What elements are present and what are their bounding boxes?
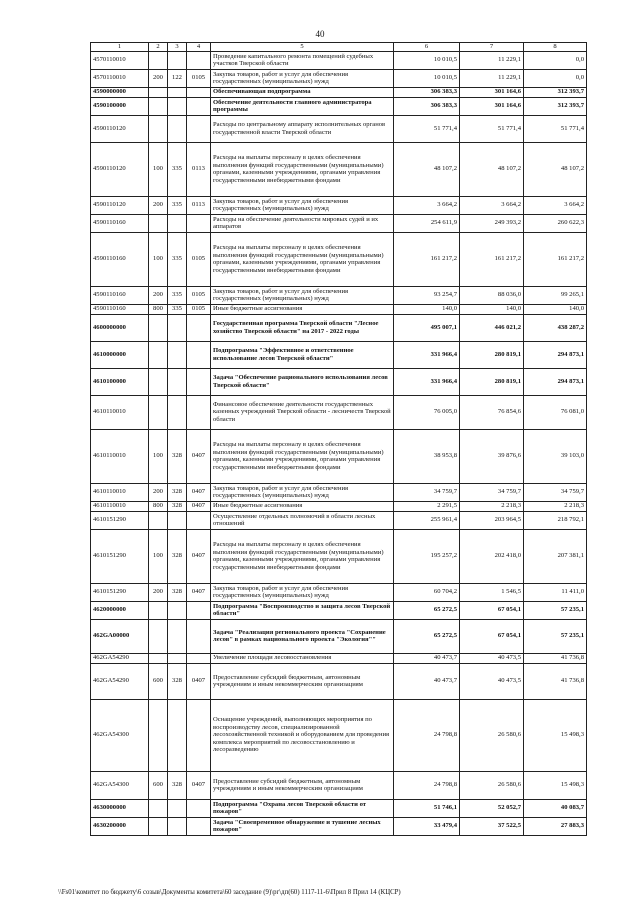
expense-type-code bbox=[149, 619, 168, 653]
amount-year-2: 280 819,1 bbox=[460, 368, 524, 395]
item-description: Увеличение площади лесовосстановления bbox=[211, 653, 394, 663]
expense-type-code bbox=[149, 97, 168, 115]
budget-code: 4620000000 bbox=[91, 601, 149, 619]
table-body bbox=[91, 51, 587, 835]
amount-year-3: 27 883,3 bbox=[524, 817, 587, 835]
expense-type-code: 100 bbox=[149, 232, 168, 286]
amount-year-2: 67 054,1 bbox=[460, 601, 524, 619]
section-code bbox=[187, 87, 211, 97]
amount-year-1: 40 473,7 bbox=[394, 653, 460, 663]
table-row bbox=[91, 429, 587, 483]
administrator-code bbox=[168, 653, 187, 663]
expense-type-code: 200 bbox=[149, 69, 168, 87]
amount-year-2: 301 164,6 bbox=[460, 97, 524, 115]
administrator-code: 335 bbox=[168, 232, 187, 286]
table-row bbox=[91, 368, 587, 395]
amount-year-1: 254 611,9 bbox=[394, 214, 460, 232]
amount-year-1: 48 107,2 bbox=[394, 142, 460, 196]
section-code: 0105 bbox=[187, 69, 211, 87]
budget-code: 462GA54300 bbox=[91, 699, 149, 771]
item-description: Расходы на обеспечение деятельности мировых судей и их аппаратов bbox=[211, 214, 394, 232]
amount-year-2: 140,0 bbox=[460, 304, 524, 314]
section-code: 0105 bbox=[187, 304, 211, 314]
amount-year-2: 48 107,2 bbox=[460, 142, 524, 196]
table-header-row bbox=[91, 43, 587, 52]
section-code bbox=[187, 51, 211, 69]
table-row bbox=[91, 395, 587, 429]
budget-code: 4610110010 bbox=[91, 483, 149, 501]
section-code: 0407 bbox=[187, 663, 211, 699]
table-row bbox=[91, 341, 587, 368]
budget-code: 4610100000 bbox=[91, 368, 149, 395]
amount-year-2: 52 052,7 bbox=[460, 799, 524, 817]
section-code bbox=[187, 511, 211, 529]
amount-year-2: 76 854,6 bbox=[460, 395, 524, 429]
section-code: 0407 bbox=[187, 429, 211, 483]
item-description: Проведение капитального ремонта помещений судебных участков Тверской области bbox=[211, 51, 394, 69]
section-code bbox=[187, 817, 211, 835]
amount-year-1: 10 010,5 bbox=[394, 69, 460, 87]
item-description: Государственная программа Тверской области "Лесное хозяйство Тверской области" на 2017 - 2022 годы bbox=[211, 314, 394, 341]
administrator-code bbox=[168, 395, 187, 429]
amount-year-2: 280 819,1 bbox=[460, 341, 524, 368]
amount-year-1: 2 291,5 bbox=[394, 501, 460, 511]
table-row bbox=[91, 314, 587, 341]
administrator-code bbox=[168, 699, 187, 771]
amount-year-1: 34 759,7 bbox=[394, 483, 460, 501]
expense-type-code: 100 bbox=[149, 142, 168, 196]
amount-year-1: 24 798,8 bbox=[394, 699, 460, 771]
amount-year-2: 39 876,6 bbox=[460, 429, 524, 483]
budget-code: 4570110010 bbox=[91, 51, 149, 69]
administrator-code: 335 bbox=[168, 196, 187, 214]
section-code: 0105 bbox=[187, 232, 211, 286]
amount-year-2: 1 546,5 bbox=[460, 583, 524, 601]
column-header: 4 bbox=[187, 43, 211, 52]
amount-year-1: 76 005,0 bbox=[394, 395, 460, 429]
column-header: 6 bbox=[394, 43, 460, 52]
table-row bbox=[91, 799, 587, 817]
section-code: 0407 bbox=[187, 771, 211, 799]
table-row bbox=[91, 115, 587, 142]
administrator-code bbox=[168, 601, 187, 619]
budget-code: 4590110120 bbox=[91, 196, 149, 214]
amount-year-1: 195 257,2 bbox=[394, 529, 460, 583]
amount-year-3: 312 393,7 bbox=[524, 97, 587, 115]
amount-year-1: 38 953,8 bbox=[394, 429, 460, 483]
expense-type-code bbox=[149, 817, 168, 835]
item-description: Осуществление отдельных полномочий в области лесных отношений bbox=[211, 511, 394, 529]
amount-year-3: 51 771,4 bbox=[524, 115, 587, 142]
amount-year-2: 161 217,2 bbox=[460, 232, 524, 286]
amount-year-3: 3 664,2 bbox=[524, 196, 587, 214]
amount-year-3: 312 393,7 bbox=[524, 87, 587, 97]
item-description: Подпрограмма "Эффективное и ответственное использование лесов Тверской области" bbox=[211, 341, 394, 368]
item-description: Обеспечивающая подпрограмма bbox=[211, 87, 394, 97]
section-code: 0407 bbox=[187, 583, 211, 601]
amount-year-2: 51 771,4 bbox=[460, 115, 524, 142]
amount-year-1: 65 272,5 bbox=[394, 601, 460, 619]
column-header: 7 bbox=[460, 43, 524, 52]
section-code bbox=[187, 341, 211, 368]
amount-year-2: 249 393,2 bbox=[460, 214, 524, 232]
administrator-code bbox=[168, 368, 187, 395]
amount-year-2: 3 664,2 bbox=[460, 196, 524, 214]
amount-year-2: 88 036,0 bbox=[460, 286, 524, 304]
section-code: 0407 bbox=[187, 501, 211, 511]
table-row bbox=[91, 511, 587, 529]
amount-year-1: 331 966,4 bbox=[394, 368, 460, 395]
budget-table bbox=[90, 42, 587, 836]
amount-year-3: 294 873,1 bbox=[524, 341, 587, 368]
administrator-code bbox=[168, 314, 187, 341]
section-code bbox=[187, 653, 211, 663]
expense-type-code: 200 bbox=[149, 196, 168, 214]
budget-code: 4610110010 bbox=[91, 395, 149, 429]
amount-year-2: 40 473,5 bbox=[460, 653, 524, 663]
amount-year-3: 140,0 bbox=[524, 304, 587, 314]
budget-code: 4600000000 bbox=[91, 314, 149, 341]
amount-year-2: 446 021,2 bbox=[460, 314, 524, 341]
budget-code: 462GA00000 bbox=[91, 619, 149, 653]
administrator-code bbox=[168, 214, 187, 232]
amount-year-3: 57 235,1 bbox=[524, 619, 587, 653]
item-description: Расходы на выплаты персоналу в целях обеспечения выполнения функций государственными (муниципальными) органами, казенными учреждениями, органами управления государственными внебюджетными фондами bbox=[211, 142, 394, 196]
section-code bbox=[187, 619, 211, 653]
item-description: Закупка товаров, работ и услуг для обеспечения государственных (муниципальных) нужд bbox=[211, 69, 394, 87]
expense-type-code bbox=[149, 395, 168, 429]
amount-year-2: 37 522,5 bbox=[460, 817, 524, 835]
table-row bbox=[91, 601, 587, 619]
budget-code: 4590110120 bbox=[91, 115, 149, 142]
expense-type-code bbox=[149, 214, 168, 232]
section-code bbox=[187, 314, 211, 341]
amount-year-3: 207 381,1 bbox=[524, 529, 587, 583]
table-row bbox=[91, 529, 587, 583]
item-description: Задача "Своевременное обнаружение и тушение лесных пожаров" bbox=[211, 817, 394, 835]
amount-year-3: 34 759,7 bbox=[524, 483, 587, 501]
amount-year-1: 51 771,4 bbox=[394, 115, 460, 142]
item-description: Иные бюджетные ассигнования bbox=[211, 501, 394, 511]
table-row bbox=[91, 51, 587, 69]
section-code bbox=[187, 601, 211, 619]
amount-year-3: 41 736,8 bbox=[524, 653, 587, 663]
budget-code: 4590110160 bbox=[91, 286, 149, 304]
amount-year-1: 60 704,2 bbox=[394, 583, 460, 601]
table-row bbox=[91, 286, 587, 304]
table-row bbox=[91, 142, 587, 196]
amount-year-3: 76 081,0 bbox=[524, 395, 587, 429]
budget-code: 462GA54290 bbox=[91, 663, 149, 699]
amount-year-1: 40 473,7 bbox=[394, 663, 460, 699]
budget-code: 4610000000 bbox=[91, 341, 149, 368]
footer-file-path: \\Fs01\комитет по бюджету\6 созыв\Документы комитета\60 заседание (9)\рг\дп(60) 1117-11-6\Прил 8 Прил 14 (КЦСР) bbox=[58, 889, 401, 896]
amount-year-1: 51 746,1 bbox=[394, 799, 460, 817]
administrator-code: 328 bbox=[168, 583, 187, 601]
column-header: 3 bbox=[168, 43, 187, 52]
administrator-code: 328 bbox=[168, 501, 187, 511]
table-row bbox=[91, 583, 587, 601]
column-header: 1 bbox=[91, 43, 149, 52]
table-row bbox=[91, 232, 587, 286]
amount-year-3: 41 736,8 bbox=[524, 663, 587, 699]
amount-year-3: 218 792,1 bbox=[524, 511, 587, 529]
item-description: Закупка товаров, работ и услуг для обеспечения государственных (муниципальных) нужд bbox=[211, 196, 394, 214]
column-header: 8 bbox=[524, 43, 587, 52]
administrator-code bbox=[168, 817, 187, 835]
item-description: Расходы по центральному аппарату исполнительных органов государственной власти Тверской области bbox=[211, 115, 394, 142]
amount-year-3: 260 622,3 bbox=[524, 214, 587, 232]
amount-year-3: 99 265,1 bbox=[524, 286, 587, 304]
amount-year-3: 11 411,0 bbox=[524, 583, 587, 601]
expense-type-code bbox=[149, 601, 168, 619]
amount-year-1: 331 966,4 bbox=[394, 341, 460, 368]
budget-code: 4610110010 bbox=[91, 429, 149, 483]
section-code bbox=[187, 97, 211, 115]
amount-year-1: 24 798,8 bbox=[394, 771, 460, 799]
expense-type-code: 800 bbox=[149, 501, 168, 511]
table-row bbox=[91, 196, 587, 214]
amount-year-3: 294 873,1 bbox=[524, 368, 587, 395]
expense-type-code bbox=[149, 511, 168, 529]
administrator-code bbox=[168, 799, 187, 817]
amount-year-1: 306 383,3 bbox=[394, 87, 460, 97]
section-code: 0105 bbox=[187, 286, 211, 304]
amount-year-2: 203 964,5 bbox=[460, 511, 524, 529]
amount-year-1: 65 272,5 bbox=[394, 619, 460, 653]
amount-year-3: 15 498,3 bbox=[524, 699, 587, 771]
section-code bbox=[187, 115, 211, 142]
budget-code: 4630200000 bbox=[91, 817, 149, 835]
amount-year-2: 11 229,1 bbox=[460, 51, 524, 69]
amount-year-2: 2 218,3 bbox=[460, 501, 524, 511]
expense-type-code bbox=[149, 368, 168, 395]
section-code bbox=[187, 368, 211, 395]
expense-type-code bbox=[149, 314, 168, 341]
item-description: Иные бюджетные ассигнования bbox=[211, 304, 394, 314]
table-row bbox=[91, 304, 587, 314]
expense-type-code bbox=[149, 699, 168, 771]
item-description: Предоставление субсидий бюджетным, автономным учреждениям и иным некоммерческим организациям bbox=[211, 663, 394, 699]
item-description: Предоставление субсидий бюджетным, автономным учреждениям и иным некоммерческим организациям bbox=[211, 771, 394, 799]
section-code: 0407 bbox=[187, 529, 211, 583]
table-row bbox=[91, 663, 587, 699]
amount-year-2: 34 759,7 bbox=[460, 483, 524, 501]
expense-type-code: 200 bbox=[149, 286, 168, 304]
amount-year-3: 15 498,3 bbox=[524, 771, 587, 799]
item-description: Финансовое обеспечение деятельности государственных казенных учреждений Тверской области - лесничеств Тверской области bbox=[211, 395, 394, 429]
amount-year-1: 33 479,4 bbox=[394, 817, 460, 835]
item-description: Расходы на выплаты персоналу в целях обеспечения выполнения функций государственными (муниципальными) органами, казенными учреждениями, органами управления государственными внебюджетными фондами bbox=[211, 232, 394, 286]
amount-year-1: 161 217,2 bbox=[394, 232, 460, 286]
administrator-code: 328 bbox=[168, 529, 187, 583]
expense-type-code: 100 bbox=[149, 529, 168, 583]
amount-year-3: 48 107,2 bbox=[524, 142, 587, 196]
table-row bbox=[91, 97, 587, 115]
expense-type-code: 200 bbox=[149, 483, 168, 501]
expense-type-code bbox=[149, 51, 168, 69]
amount-year-2: 202 418,0 bbox=[460, 529, 524, 583]
section-code: 0113 bbox=[187, 142, 211, 196]
budget-code: 462GA54300 bbox=[91, 771, 149, 799]
budget-code: 462GA54290 bbox=[91, 653, 149, 663]
amount-year-2: 26 580,6 bbox=[460, 771, 524, 799]
amount-year-3: 161 217,2 bbox=[524, 232, 587, 286]
table-row bbox=[91, 619, 587, 653]
administrator-code bbox=[168, 619, 187, 653]
budget-code: 4610151290 bbox=[91, 511, 149, 529]
item-description: Расходы на выплаты персоналу в целях обеспечения выполнения функций государственными (муниципальными) органами, казенными учреждениями, органами управления государственными внебюджетными фондами bbox=[211, 429, 394, 483]
amount-year-3: 438 287,2 bbox=[524, 314, 587, 341]
amount-year-2: 40 473,5 bbox=[460, 663, 524, 699]
budget-code: 4610151290 bbox=[91, 583, 149, 601]
amount-year-3: 2 218,3 bbox=[524, 501, 587, 511]
administrator-code: 335 bbox=[168, 286, 187, 304]
table-row bbox=[91, 653, 587, 663]
budget-code: 4590100000 bbox=[91, 97, 149, 115]
administrator-code bbox=[168, 511, 187, 529]
budget-code: 4590110160 bbox=[91, 214, 149, 232]
table-row bbox=[91, 214, 587, 232]
expense-type-code: 600 bbox=[149, 771, 168, 799]
table-row bbox=[91, 771, 587, 799]
amount-year-2: 67 054,1 bbox=[460, 619, 524, 653]
table-row bbox=[91, 817, 587, 835]
amount-year-1: 10 010,5 bbox=[394, 51, 460, 69]
table-row bbox=[91, 69, 587, 87]
table-row bbox=[91, 699, 587, 771]
administrator-code bbox=[168, 51, 187, 69]
amount-year-3: 0,0 bbox=[524, 69, 587, 87]
amount-year-1: 93 254,7 bbox=[394, 286, 460, 304]
administrator-code bbox=[168, 87, 187, 97]
amount-year-2: 301 164,6 bbox=[460, 87, 524, 97]
amount-year-1: 3 664,2 bbox=[394, 196, 460, 214]
table-row bbox=[91, 483, 587, 501]
amount-year-3: 0,0 bbox=[524, 51, 587, 69]
administrator-code: 335 bbox=[168, 142, 187, 196]
expense-type-code bbox=[149, 653, 168, 663]
column-header: 5 bbox=[211, 43, 394, 52]
budget-code: 4590000000 bbox=[91, 87, 149, 97]
amount-year-3: 57 235,1 bbox=[524, 601, 587, 619]
amount-year-1: 255 961,4 bbox=[394, 511, 460, 529]
amount-year-1: 495 007,1 bbox=[394, 314, 460, 341]
section-code bbox=[187, 699, 211, 771]
amount-year-1: 140,0 bbox=[394, 304, 460, 314]
section-code bbox=[187, 214, 211, 232]
item-description: Подпрограмма "Охрана лесов Тверской области от пожаров" bbox=[211, 799, 394, 817]
item-description: Закупка товаров, работ и услуг для обеспечения государственных (муниципальных) нужд bbox=[211, 483, 394, 501]
amount-year-3: 39 103,0 bbox=[524, 429, 587, 483]
expense-type-code: 100 bbox=[149, 429, 168, 483]
expense-type-code: 600 bbox=[149, 663, 168, 699]
expense-type-code bbox=[149, 115, 168, 142]
expense-type-code bbox=[149, 799, 168, 817]
section-code bbox=[187, 395, 211, 429]
budget-code: 4610151290 bbox=[91, 529, 149, 583]
item-description: Оснащение учреждений, выполняющих мероприятия по воспроизводству лесов, специализированной лесохозяйственной техникой и оборудованием для проведения комплекса мероприятий по лесовосстановлению и лесоразведению bbox=[211, 699, 394, 771]
column-header: 2 bbox=[149, 43, 168, 52]
table-row bbox=[91, 87, 587, 97]
budget-code: 4590110160 bbox=[91, 232, 149, 286]
amount-year-2: 26 580,6 bbox=[460, 699, 524, 771]
budget-code: 4590110120 bbox=[91, 142, 149, 196]
administrator-code: 328 bbox=[168, 429, 187, 483]
amount-year-1: 306 383,3 bbox=[394, 97, 460, 115]
administrator-code bbox=[168, 341, 187, 368]
item-description: Задача "Обеспечение рационального использования лесов Тверской области" bbox=[211, 368, 394, 395]
item-description: Расходы на выплаты персоналу в целях обеспечения выполнения функций государственными (муниципальными) органами, казенными учреждениями, органами управления государственными внебюджетными фондами bbox=[211, 529, 394, 583]
budget-code: 4630000000 bbox=[91, 799, 149, 817]
item-description: Закупка товаров, работ и услуг для обеспечения государственных (муниципальных) нужд bbox=[211, 583, 394, 601]
administrator-code bbox=[168, 115, 187, 142]
administrator-code: 328 bbox=[168, 663, 187, 699]
section-code bbox=[187, 799, 211, 817]
item-description: Подпрограмма "Воспроизводство и защита лесов Тверской области" bbox=[211, 601, 394, 619]
amount-year-3: 40 083,7 bbox=[524, 799, 587, 817]
administrator-code: 335 bbox=[168, 304, 187, 314]
budget-code: 4610110010 bbox=[91, 501, 149, 511]
section-code: 0407 bbox=[187, 483, 211, 501]
item-description: Задача "Реализация регионального проекта "Сохранение лесов" в рамках национального проекта "Экология"" bbox=[211, 619, 394, 653]
administrator-code: 122 bbox=[168, 69, 187, 87]
expense-type-code bbox=[149, 341, 168, 368]
budget-code: 4570110010 bbox=[91, 69, 149, 87]
expense-type-code bbox=[149, 87, 168, 97]
item-description: Закупка товаров, работ и услуг для обеспечения государственных (муниципальных) нужд bbox=[211, 286, 394, 304]
amount-year-2: 11 229,1 bbox=[460, 69, 524, 87]
administrator-code: 328 bbox=[168, 483, 187, 501]
expense-type-code: 200 bbox=[149, 583, 168, 601]
page-number: 40 bbox=[315, 29, 325, 39]
expense-type-code: 800 bbox=[149, 304, 168, 314]
item-description: Обеспечение деятельности главного администратора программы bbox=[211, 97, 394, 115]
section-code: 0113 bbox=[187, 196, 211, 214]
budget-code: 4590110160 bbox=[91, 304, 149, 314]
administrator-code: 328 bbox=[168, 771, 187, 799]
administrator-code bbox=[168, 97, 187, 115]
table-row bbox=[91, 501, 587, 511]
